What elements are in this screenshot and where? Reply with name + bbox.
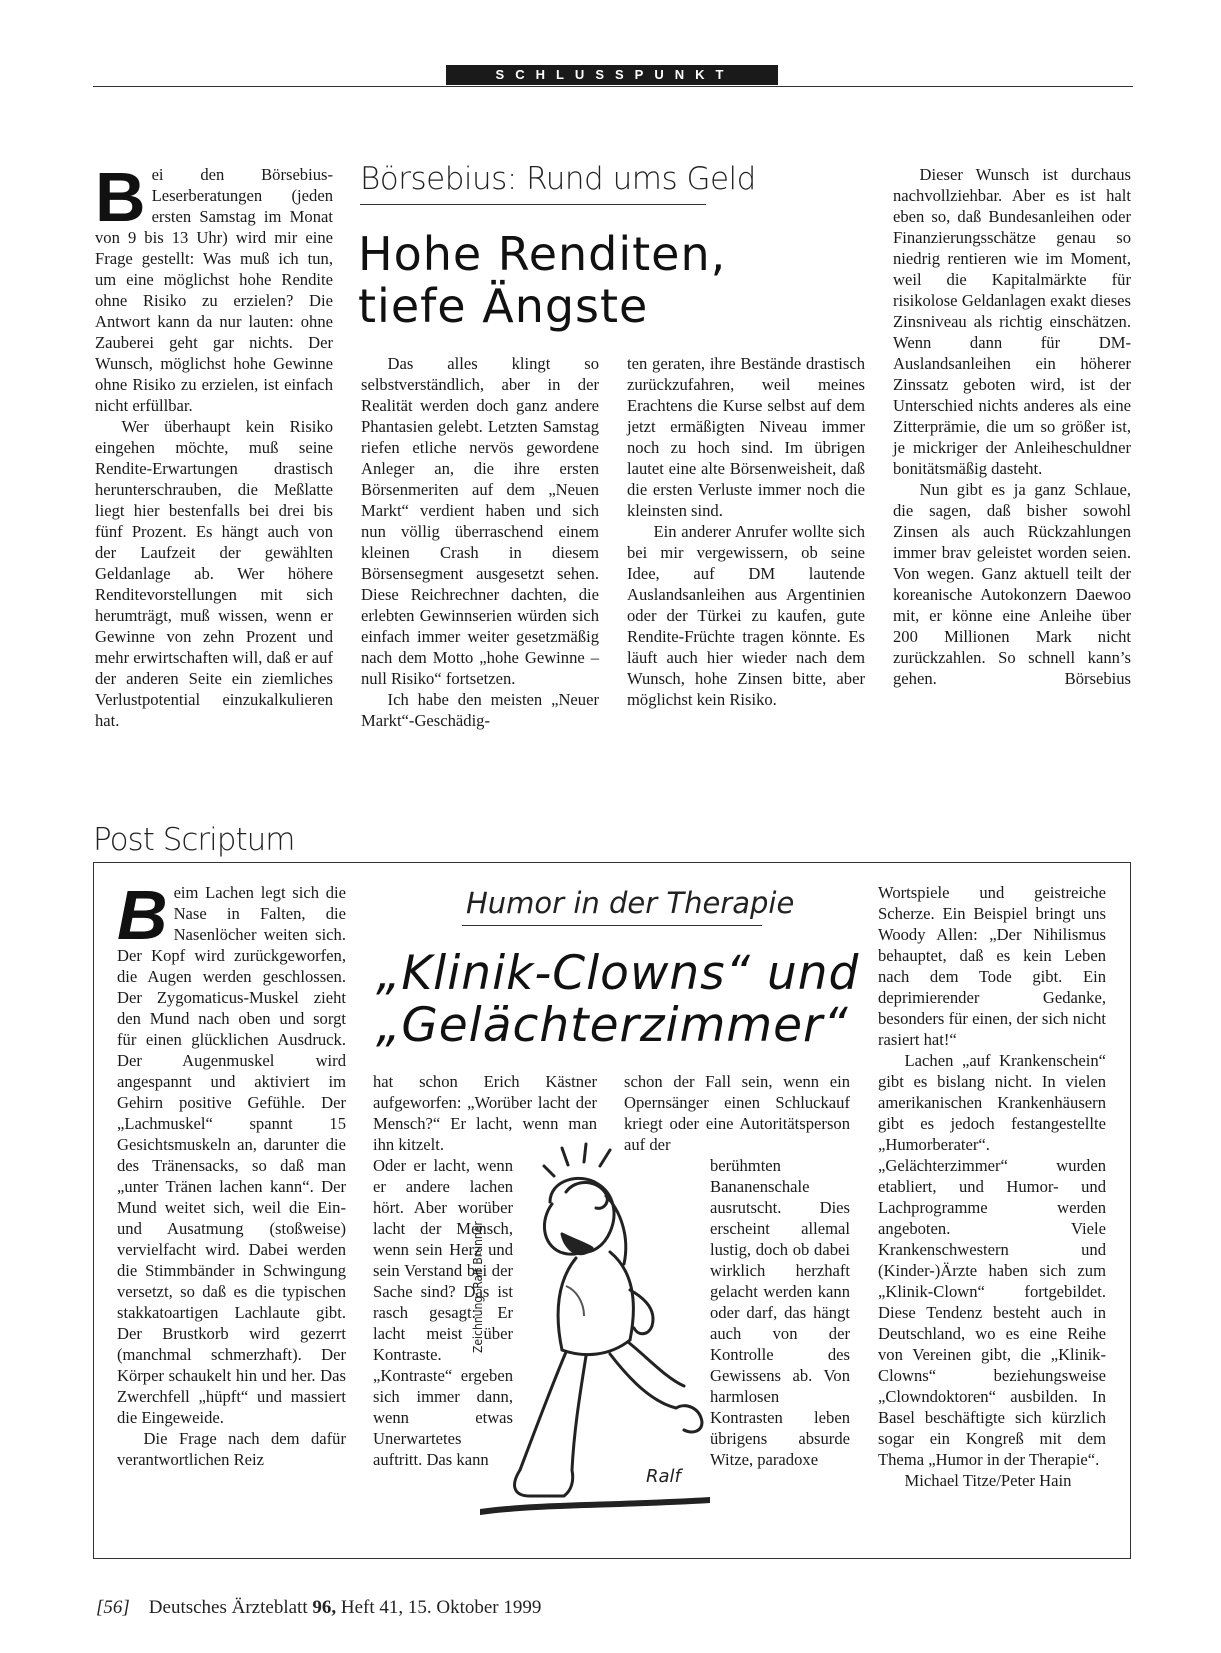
journal-issue: Heft 41, 15. Oktober 1999 [340, 1597, 542, 1618]
paragraph: Oder er lacht, wenn er andere lachen hört. Aber worüber lacht der Mensch, wenn sein Herz und sein Verstand bei der Sache sind? Das ist rasch gesagt: Er lacht meist über Kontraste. „Kontraste“ ergeben sich immer dann, wenn etwas Unerwartetes auftritt. Das kann [373, 1156, 513, 1469]
headline-line: Hohe Renditen, [358, 227, 727, 281]
journal-name: Deutsches Ärzteblatt [148, 1597, 308, 1618]
page-footer [96, 1597, 541, 1619]
header-rule [93, 86, 1133, 87]
section-label: SCHLUSSPUNKT [446, 65, 778, 85]
paragraph: Ich habe den meisten „Neuer Markt“-Geschädig- [361, 690, 599, 730]
paragraph: ei den Börsebius-Leserberatungen (jeden ersten Samstag im Monat von 9 bis 13 Uhr) wird mir eine Frage gestellt: Was muß ich tun, um eine möglichst hohe Rendite ohne Risiko zu erzielen? Die Antwort kann da nur lauten: ohne Zauberei geht gar nichts. Der Wunsch, möglichst hohe Gewinne ohne Risiko zu erzielen, ist einfach nicht erfüllbar. [95, 165, 333, 415]
article1-headline [358, 228, 726, 332]
kicker-rule [360, 204, 706, 205]
headline-line: „Klinik-Clowns“ und [376, 946, 860, 1001]
journal-volume: 96, [312, 1597, 337, 1618]
paragraph: Das alles klingt so selbstverständlich, aber in der Realität werden doch ganz andere Phantasien gelebt. Letzten Samstag riefen etliche nervös gewordene Anleger an, die ihre ersten Börsenmeriten auf dem „Neuen Markt“ verdient haben und sich nun völlig überraschend einem kleinen Crash in diesem Börsensegment ausgesetzt sehen. Diese Reichrechner dachten, die erlebten Gewinnserien würden sich einfach immer weiter gesetzmäßig nach dem Motto „hohe Gewinne – null Risiko“ fortsetzen. [361, 354, 599, 688]
paragraph: Dieser Wunsch ist durchaus nachvollziehbar. Aber es ist halt eben so, daß Bundesanleihen oder Finanzierungsschätze genau so niedrig rentieren wie im Moment, weil die Kapitalmärkte für risikolose Geldanlagen exakt dieses Zinsniveau als richtig einschätzen. Wenn dann für DM-Auslandsanleihen ein höherer Zinssatz geboten wird, ist der Unterschied nichts anderes als eine Zitterprämie, die um so größer ist, je mickriger der Anleiheschuldner bonitätsmäßig dasteht. [893, 165, 1131, 478]
article1-column-2 [361, 353, 599, 731]
laughing-man-illustration [480, 1140, 710, 1535]
postscriptum-label: Post Scriptum [93, 822, 295, 858]
paragraph: Die Frage nach dem dafür verantwortlichen Reiz [117, 1429, 346, 1469]
author-line: Michael Titze/Peter Hain [904, 1471, 1072, 1490]
paragraph-text: Nun gibt es ja ganz Schlaue, die sagen, daß bisher sowohl Zinsen als auch Rückzahlungen immer brav geleistet worden seien. Von wegen. Ganz aktuell teilt der koreanische Autokonzern Daewoo mit, er könne eine Anleihe über 200 Millionen Mark nicht zurückzahlen. So schnell kann’s gehen. [893, 480, 1131, 688]
illustration-credit: Zeichnung: Ralf Brunner [471, 1221, 485, 1353]
paragraph: Lachen „auf Krankenschein“ gibt es bislang nicht. In vielen amerikanischen Krankenhäusern gibt es jedoch festangestellte „Humorberater“. „Gelächterzimmer“ wurden etabliert, und Humor- und Lachprogramme werden angeboten. Viele Krankenschwestern und (Kinder-)Ärzte haben sich zum „Klinik-Clown“ fortgebildet. Diese Tendenz besteht auch in Deutschland, wo es eine Reihe von Vereinen gibt, die „Klinik-Clowns“ beziehungsweise „Clowndoktoren“ ausbilden. In Basel beschäftigte sich kürzlich sogar ein Kongreß mit dem Thema „Humor in der Therapie“. [878, 1051, 1106, 1469]
article1-column-1 [95, 158, 333, 731]
headline-line: „Gelächterzimmer“ [376, 998, 849, 1053]
headline-line: tiefe Ängste [358, 279, 649, 333]
paragraph: Wer überhaupt kein Risiko eingehen möchte, muß seine Rendite-Erwartungen drastisch herunterschrauben, die Meßlatte liegt hier bestenfalls bei drei bis fünf Prozent. Es hängt auch von der Laufzeit der gewählten Geldanlage ab. Wer höhere Renditevorstellungen mit sich herumträgt, muß wissen, wenn er Gewinne von zehn Prozent und mehr erwirtschaften will, daß er auf der anderen Seite ein ziemliches Verlustpotential einzukalkulieren hat. [95, 417, 333, 730]
paragraph: schon der Fall sein, wenn ein Opernsänger einen Schluckauf kriegt oder eine Autoritätsperson auf der [624, 1072, 850, 1154]
page-number: [56] [96, 1597, 130, 1618]
paragraph: ten geraten, ihre Bestände drastisch zurückzufahren, weil meines Erachtens die Kurse selbst auf dem jetzt ermäßigten Niveau immer noch zu hoch sind. Im übrigen lautet eine alte Börsenweisheit, daß die ersten Verluste immer noch die kleinsten sind. [627, 354, 865, 520]
kicker-rule [462, 925, 762, 926]
paragraph [893, 479, 1131, 689]
paragraph: eim Lachen legt sich die Nase in Falten, die Nasenlöcher weiten sich. Der Kopf wird zurückgeworfen, die Augen werden geschlossen. Der Zygomaticus-Muskel zieht den Mund nach oben und sorgt für einen glücklichen Ausdruck. Der Augenmuskel wird angespannt und aktiviert im Gehirn positive Gefühle. Der „Lachmuskel“ spannt 15 Gesichtsmuskeln an, darunter die des Tränensacks, so daß man „unter Tränen lachen kann“. Der Mund weitet sich, weil die Ein- und Ausatmung (stoßweise) vervielfacht wird. Dabei werden die Stimmbänder in Schwingung versetzt, so daß es die typischen stakkatoartigen Lachlaute gibt. Der Brustkorb wird gezerrt (manchmal schmerzhaft). Der Körper schaukelt hin und her. Das Zwerchfell „hüpft“ und massiert die Eingeweide. [117, 883, 346, 1427]
article1-column-4 [893, 164, 1131, 689]
article1-kicker: Börsebius: Rund ums Geld [360, 161, 756, 197]
article1-column-3 [627, 353, 865, 710]
paragraph: Ein anderer Anrufer wollte sich bei mir vergewissern, ob seine Idee, auf DM lautende Auslandsanleihen aus Argentinien oder der Türkei zu kaufen, gute Rendite-Früchte tragen könnte. Es läuft auch hier wieder nach dem Wunsch, hohe Zinsen bitte, aber möglichst kein Risiko. [627, 522, 865, 709]
ps-column-4 [878, 882, 1106, 1491]
paragraph: hat schon Erich Kästner aufgeworfen: „Worüber lacht der Mensch?“ Er lacht, wenn man ihn kitzelt. [373, 1072, 597, 1154]
ps-column-1 [117, 876, 346, 1470]
ps-headline [376, 948, 859, 1052]
author-signature: Börsebius [1064, 669, 1131, 688]
paragraph: Wortspiele und geistreiche Scherze. Ein Beispiel bringt uns Woody Allen: „Der Nihilismus behauptet, daß es kein Leben nach dem Tode gibt. Ein deprimierender Gedanke, besonders für einen, der sich nicht rasiert hat!“ [878, 883, 1106, 1049]
illustrator-signature: Ralf [646, 1466, 681, 1487]
dropcap: B [117, 876, 168, 954]
paragraph: berühmten Bananenschale ausrutscht. Dies erscheint allemal lustig, doch ob dabei wirklich herzhaft gelacht werden kann oder darf, das hängt auch von der Kontrolle des Gewissens ab. Von harmlosen Kontrasten leben übrigens absurde Witze, paradoxe [710, 1156, 850, 1469]
ps-kicker: Humor in der Therapie [466, 886, 795, 920]
dropcap: B [95, 158, 146, 236]
